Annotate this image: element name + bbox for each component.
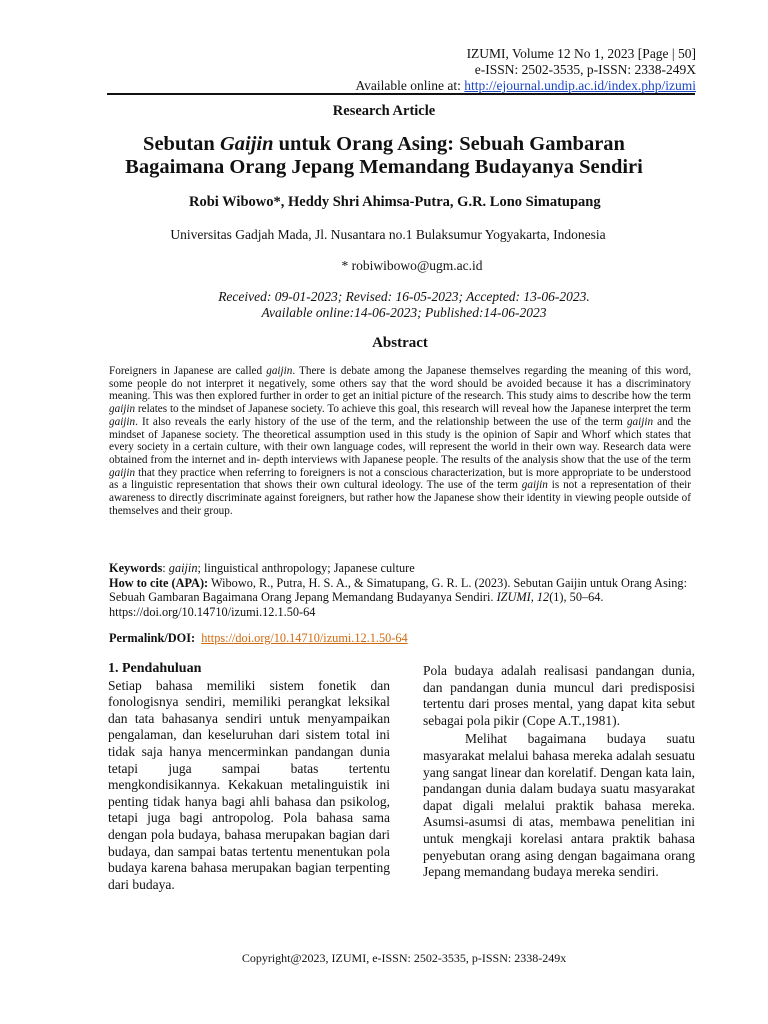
- availability-prefix: Available online at:: [355, 78, 465, 93]
- doi-link[interactable]: https://doi.org/10.14710/izumi.12.1.50-64: [201, 631, 408, 645]
- abstract-text: is not a representation of their awareness to directly discriminate against foreigners, but rather how the Japanese show their identity in viewing people outside of themselves and their group.: [109, 479, 691, 517]
- dates-line-2: Available online:14-06-2023; Published:14-06-2023: [261, 305, 547, 320]
- dates-line-1: Received: 09-01-2023; Revised: 16-05-2023; Accepted: 13-06-2023.: [218, 289, 590, 304]
- title-part-1: Sebutan: [143, 133, 220, 155]
- keywords: [109, 561, 697, 576]
- keywords-rest: ; linguistical anthropology; Japanese culture: [197, 561, 415, 575]
- availability-line: [355, 78, 696, 94]
- author-list: Robi Wibowo*, Heddy Shri Ahimsa-Putra, G.R. Lono Simatupang: [189, 194, 601, 210]
- title-line-1: [0, 133, 768, 156]
- section-heading: 1. Pendahuluan: [108, 661, 202, 676]
- permalink: [109, 631, 408, 646]
- keywords-colon: :: [162, 561, 169, 575]
- abstract-text: . It also reveals the early history of the use of the term, and the relationship between the use of the term: [135, 415, 627, 428]
- affiliation: Universitas Gadjah Mada, Jl. Nusantara no.1 Bulaksumur Yogyakarta, Indonesia: [170, 227, 606, 242]
- title-line-2: Bagaimana Orang Jepang Memandang Budayanya Sendiri: [125, 156, 643, 178]
- abstract-term: gaijin: [109, 466, 136, 479]
- journal-header: [355, 46, 696, 94]
- issn-line: e-ISSN: 2502-3535, p-ISSN: 2338-249X: [474, 62, 696, 77]
- cite-text: Wibowo, R., Putra, H. S. A., & Simatupang, G. R. L. (2023). Sebutan Gaijin untuk Orang Asing: Sebuah Gambaran Bagaimana Orang Jepang Memandang Budayanya Sendiri.: [109, 575, 687, 605]
- article-type: Research Article: [332, 103, 436, 119]
- keywords-and-citation: [109, 561, 697, 619]
- intro-paragraph-1: Setiap bahasa memiliki sistem fonetik dan fonologisnya sendiri, memiliki perangkat leksikal dan tata bahasanya sendiri untuk menyampaikan pengalaman, dan keseluruhan dari sistem total ini tidak saja hanya mencerminkan pandangan dunia tetapi juga sampai batas tertentu mengkondisikannya. Kekakuan metalinguistik ini penting tidak hanya bagi ahli bahasa dan psikolog, tetapi juga bagi antropolog. Pola bahasa sama dengan pola budaya, bahasa merupakan bagian dari budaya, dan sampai batas tertentu menentukan pola budaya karena bahasa merupakan bagian terpenting dari budaya.: [108, 677, 390, 892]
- abstract-term: gaijin: [266, 365, 293, 377]
- article-title: [0, 133, 768, 179]
- intro-column-right: [423, 663, 695, 881]
- publication-dates: [20, 289, 768, 321]
- abstract-term: gaijin: [626, 415, 654, 428]
- abstract-body: [109, 365, 691, 517]
- abstract-term: gaijin: [109, 415, 136, 428]
- permalink-label: Permalink/DOI:: [109, 631, 196, 645]
- keyword-term: gaijin: [168, 561, 198, 575]
- abstract-term: gaijin: [109, 403, 136, 416]
- journal-volume-line: IZUMI, Volume 12 No 1, 2023 [Page | 50]: [466, 46, 696, 61]
- abstract-text: and the mindset of Japanese society. The theoretical assumption used in this study is the opinion of Sapir and Whorf which states that every society in a certain culture, with their own language codes, will represent the world in their own way. Research data were obtained from the internet and in- depth interviews with Japanese people. The results of the analysis show that the use of the term: [109, 415, 691, 466]
- page-footer: Copyright@2023, IZUMI, e-ISSN: 2502-3535, p-ISSN: 2338-249x: [241, 951, 567, 965]
- title-italic-term: Gaijin: [219, 133, 274, 155]
- intro-column-left: [108, 661, 390, 893]
- abstract-heading: Abstract: [372, 335, 428, 351]
- cite-label: How to cite (APA):: [109, 575, 209, 590]
- abstract-text: Foreigners in Japanese are called: [109, 365, 267, 377]
- intro-paragraph-2: Pola budaya adalah realisasi pandangan dunia, dan pandangan dunia muncul dari predisposisi tertentu dari proses mental, yang dapat kita sebut sebagai pola pikir (Cope A.T.,1981).: [423, 663, 695, 728]
- how-to-cite: [109, 576, 697, 620]
- abstract-text: relates to the mindset of Japanese society. To achieve this goal, this research will reveal how the Japanese interpret the term: [135, 403, 691, 416]
- cite-text-end: (1), 50–64. https://doi.org/10.14710/izumi.12.1.50-64: [109, 590, 604, 619]
- intro-paragraph-3: Melihat bagaimana budaya suatu masyarakat melalui bahasa mereka adalah sesuatu yang sangat linear dan korelatif. Dengan kata lain, pandangan dunia dalam budaya suatu masyarakat dapat digali melalui praktik bahasa mereka. Asumsi-asumsi di atas, membawa penelitian ini untuk mengkaji korelasi antara praktik bahasa penyebutan orang asing dengan bagaimana orang Jepang memandang budaya mereka sendiri.: [423, 731, 695, 880]
- title-part-2: untuk Orang Asing: Sebuah Gambaran: [273, 133, 625, 155]
- abstract-text: that they practice when referring to foreigners is not a conscious characterization, but is more appropriate to be understood as a linguistic representation that shows their own cultural ideology. The use of the term: [109, 466, 691, 492]
- keywords-label: Keywords: [109, 561, 163, 575]
- abstract-text: . There is debate among the Japanese themselves regarding the meaning of this word, some people do not interpret it negatively, some others say that the word should be avoided because it has a discriminatory meaning. This was then explored further in order to get an initial picture of the research. This study aims to describe how the term: [109, 365, 691, 403]
- corresponding-email: * robiwibowo@ugm.ac.id: [341, 258, 483, 273]
- header-divider: [107, 93, 695, 95]
- journal-url-link[interactable]: http://ejournal.undip.ac.id/index.php/izumi: [464, 78, 696, 93]
- cite-journal: IZUMI, 12: [496, 590, 550, 605]
- abstract-term: gaijin: [521, 479, 548, 492]
